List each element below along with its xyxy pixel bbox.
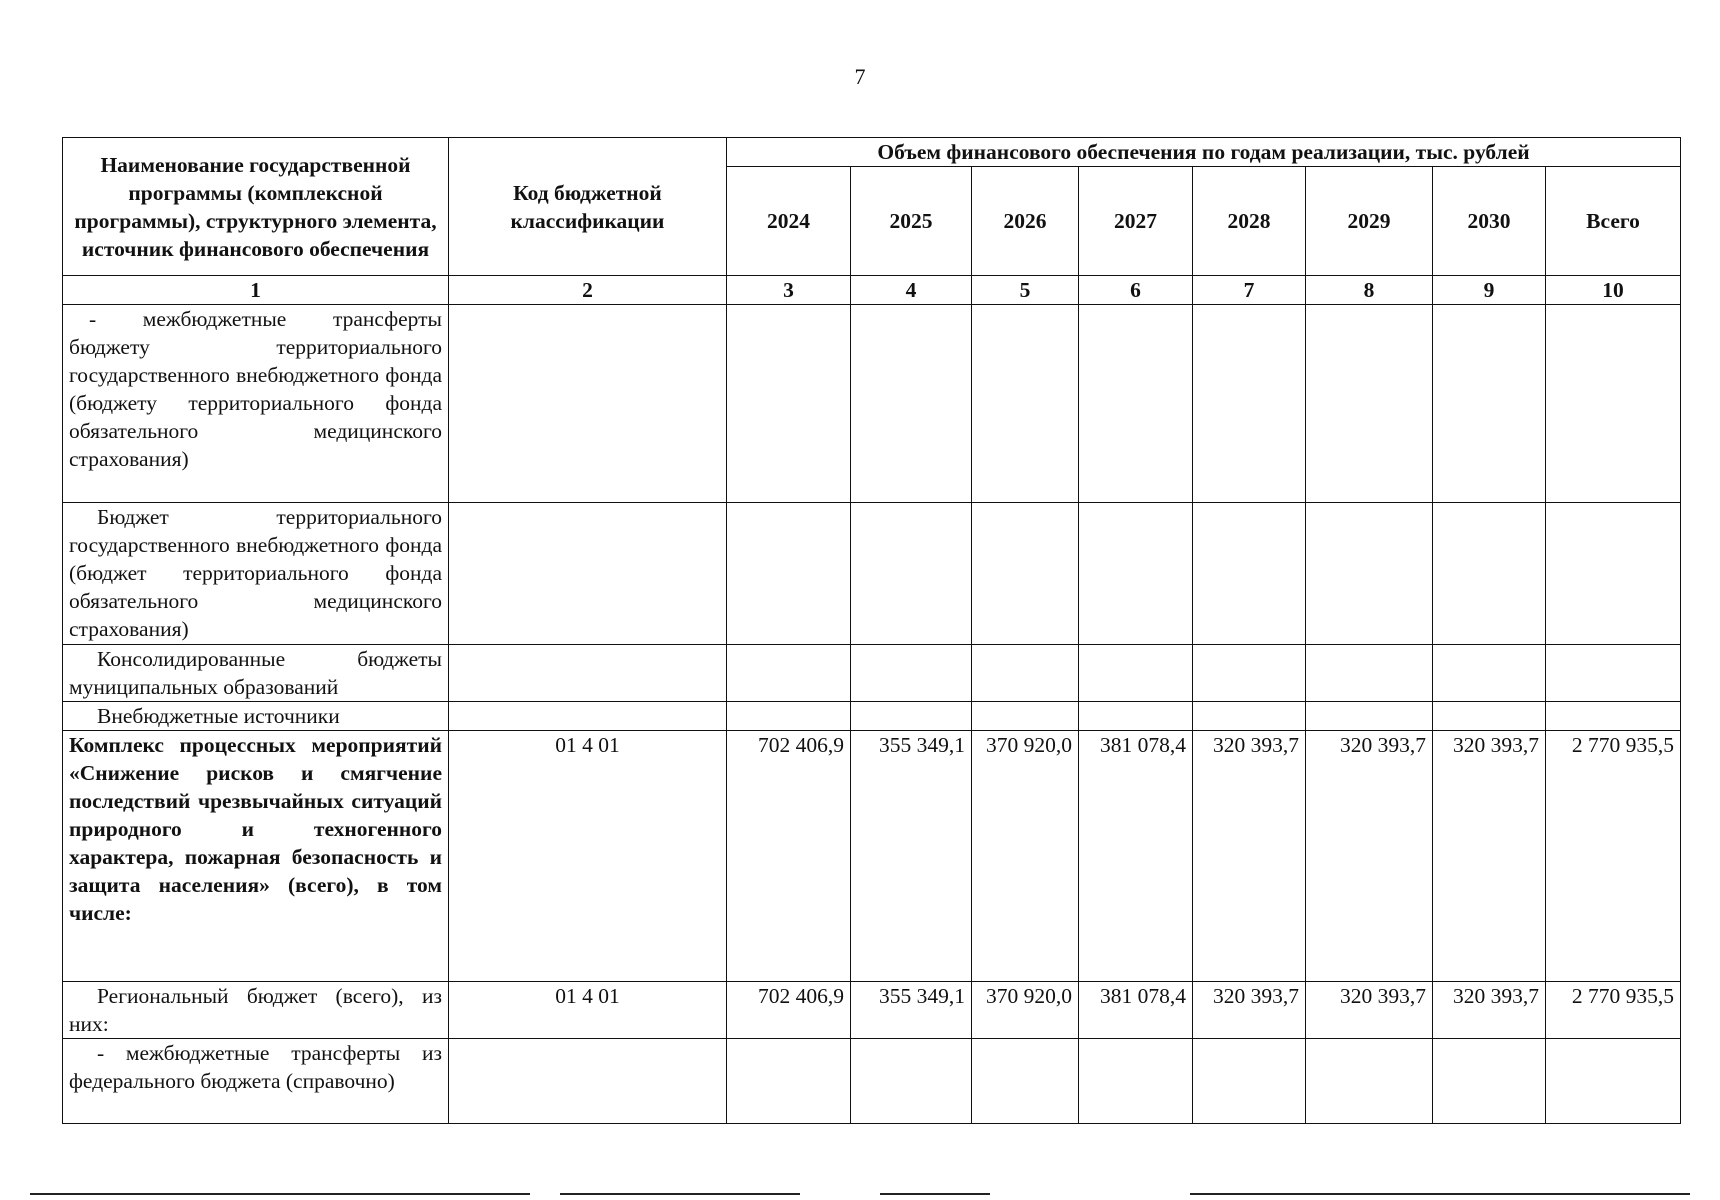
table-row xyxy=(63,982,1681,1039)
value-cell: 320 393,7 xyxy=(1433,982,1546,1039)
value-cell xyxy=(1079,1039,1193,1124)
column-number: 4 xyxy=(851,276,972,305)
value-cell xyxy=(1433,1039,1546,1124)
column-number: 8 xyxy=(1306,276,1433,305)
value-cell xyxy=(1306,645,1433,702)
row-code: 01 4 01 xyxy=(449,731,727,982)
value-cell: 320 393,7 xyxy=(1306,982,1433,1039)
header-code-column: Код бюджетной классификации xyxy=(449,138,727,276)
column-number: 1 xyxy=(63,276,449,305)
value-cell xyxy=(1193,645,1306,702)
header-row xyxy=(63,138,1681,167)
value-cell xyxy=(1079,305,1193,503)
value-cell xyxy=(851,305,972,503)
value-cell xyxy=(1079,645,1193,702)
row-code xyxy=(449,503,727,645)
value-cell xyxy=(1546,305,1681,503)
row-code xyxy=(449,1039,727,1124)
header-total: Всего xyxy=(1546,167,1681,276)
column-number: 3 xyxy=(727,276,851,305)
table-row xyxy=(63,702,1681,731)
table-row xyxy=(63,645,1681,702)
row-name: - межбюджетные трансферты бюджету территориального государственного внебюджетного фонда (бюджету территориального фонда обязательного медицинского страхования) xyxy=(63,305,449,503)
value-cell xyxy=(972,305,1079,503)
value-cell xyxy=(1433,645,1546,702)
value-cell xyxy=(972,1039,1079,1124)
page-number: 7 xyxy=(854,64,866,89)
value-cell xyxy=(727,305,851,503)
column-number: 6 xyxy=(1079,276,1193,305)
value-cell xyxy=(851,503,972,645)
value-cell xyxy=(972,702,1079,731)
header-funding-group: Объем финансового обеспечения по годам реализации, тыс. рублей xyxy=(727,138,1681,167)
budget-table xyxy=(62,137,1681,1124)
value-cell: 355 349,1 xyxy=(851,731,972,982)
value-cell xyxy=(1306,702,1433,731)
value-cell xyxy=(1079,702,1193,731)
header-year-2029: 2029 xyxy=(1306,167,1433,276)
value-cell xyxy=(851,702,972,731)
value-cell xyxy=(1306,1039,1433,1124)
value-cell xyxy=(1079,503,1193,645)
scan-edge-line xyxy=(880,1193,990,1195)
value-cell: 2 770 935,5 xyxy=(1546,731,1681,982)
value-cell xyxy=(1546,1039,1681,1124)
value-cell xyxy=(727,645,851,702)
row-code xyxy=(449,645,727,702)
header-name-column: Наименование государственной программы (комплексной программы), структурного элемента, источник финансового обеспечения xyxy=(63,138,449,276)
value-cell: 320 393,7 xyxy=(1193,982,1306,1039)
column-number: 2 xyxy=(449,276,727,305)
table-row xyxy=(63,731,1681,982)
value-cell xyxy=(1193,1039,1306,1124)
value-cell xyxy=(727,702,851,731)
table-row xyxy=(63,305,1681,503)
value-cell xyxy=(972,645,1079,702)
value-cell: 702 406,9 xyxy=(727,731,851,982)
row-code: 01 4 01 xyxy=(449,982,727,1039)
row-name: Внебюджетные источники xyxy=(63,702,449,731)
row-code xyxy=(449,702,727,731)
column-number: 5 xyxy=(972,276,1079,305)
header-year-2030: 2030 xyxy=(1433,167,1546,276)
value-cell xyxy=(1546,702,1681,731)
column-number: 9 xyxy=(1433,276,1546,305)
header-year-2028: 2028 xyxy=(1193,167,1306,276)
value-cell: 2 770 935,5 xyxy=(1546,982,1681,1039)
row-name: - межбюджетные трансферты из федерального бюджета (справочно) xyxy=(63,1039,449,1124)
column-number: 7 xyxy=(1193,276,1306,305)
value-cell xyxy=(972,503,1079,645)
scan-edge-line xyxy=(560,1193,800,1195)
value-cell xyxy=(1546,645,1681,702)
row-name: Бюджет территориального государственного внебюджетного фонда (бюджет территориального фонда обязательного медицинского страхования) xyxy=(63,503,449,645)
row-code xyxy=(449,305,727,503)
header-year-2024: 2024 xyxy=(727,167,851,276)
value-cell: 702 406,9 xyxy=(727,982,851,1039)
header-year-2025: 2025 xyxy=(851,167,972,276)
value-cell: 370 920,0 xyxy=(972,982,1079,1039)
value-cell xyxy=(1546,503,1681,645)
value-cell xyxy=(1193,702,1306,731)
value-cell: 370 920,0 xyxy=(972,731,1079,982)
table-row xyxy=(63,1039,1681,1124)
value-cell: 320 393,7 xyxy=(1193,731,1306,982)
scan-edge-line xyxy=(30,1193,530,1195)
table-row xyxy=(63,503,1681,645)
value-cell: 320 393,7 xyxy=(1433,731,1546,982)
value-cell xyxy=(1433,305,1546,503)
value-cell: 355 349,1 xyxy=(851,982,972,1039)
value-cell xyxy=(1306,503,1433,645)
column-number-row xyxy=(63,276,1681,305)
value-cell xyxy=(1306,305,1433,503)
value-cell xyxy=(851,645,972,702)
value-cell xyxy=(1193,503,1306,645)
value-cell xyxy=(1433,702,1546,731)
value-cell xyxy=(727,1039,851,1124)
row-name: Комплекс процессных мероприятий «Снижение рисков и смягчение последствий чрезвычайных ситуаций природного и техногенного характера, пожарная безопасность и защита населения» (всего), в том числе: xyxy=(63,731,449,982)
value-cell xyxy=(1193,305,1306,503)
value-cell: 381 078,4 xyxy=(1079,731,1193,982)
header-year-2027: 2027 xyxy=(1079,167,1193,276)
value-cell xyxy=(1433,503,1546,645)
value-cell: 320 393,7 xyxy=(1306,731,1433,982)
header-year-2026: 2026 xyxy=(972,167,1079,276)
scan-edge-line xyxy=(1190,1193,1690,1195)
row-name: Консолидированные бюджеты муниципальных образований xyxy=(63,645,449,702)
value-cell: 381 078,4 xyxy=(1079,982,1193,1039)
value-cell xyxy=(851,1039,972,1124)
column-number: 10 xyxy=(1546,276,1681,305)
row-name: Региональный бюджет (всего), из них: xyxy=(63,982,449,1039)
value-cell xyxy=(727,503,851,645)
